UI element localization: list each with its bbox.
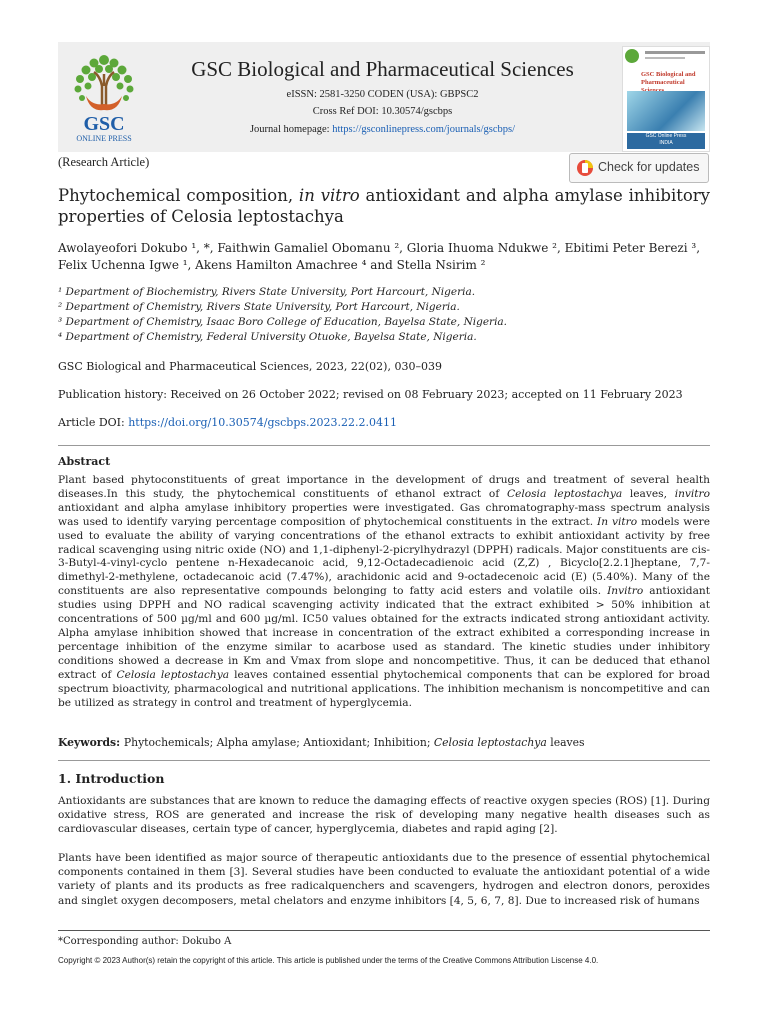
gsc-logo xyxy=(66,46,142,146)
affiliation: ³ Department of Chemistry, Isaac Boro College of Education, Bayelsa State, Nigeria. xyxy=(58,316,508,328)
tree-logo-icon xyxy=(66,46,142,146)
abstract-italic: Celosia leptostachya xyxy=(116,668,230,681)
keywords-tail: leaves xyxy=(546,736,585,749)
cover-image xyxy=(627,91,705,131)
journal-title: GSC Biological and Pharmaceutical Sciences xyxy=(191,57,574,81)
logo-text: GSC xyxy=(83,113,125,135)
logo-subtext: ONLINE PRESS xyxy=(76,134,132,143)
crossmark-icon xyxy=(576,158,594,178)
abstract-span: Plant based phytoconstituents of great importance in the development of drugs and treatment of several health diseases.In this study, the phytochemical constituents of ethanol extract of xyxy=(58,474,710,500)
abstract-text xyxy=(58,474,710,710)
doi-label: Article DOI: xyxy=(58,416,129,429)
keywords-label: Keywords: xyxy=(58,736,124,749)
citation: GSC Biological and Pharmaceutical Sciences, 2023, 22(02), 030–039 xyxy=(58,360,442,373)
check-for-updates-label: Check for updates xyxy=(598,160,700,174)
cover-footer-line: GSC Online Press xyxy=(645,133,687,139)
homepage-label: Journal homepage: xyxy=(249,124,333,135)
abstract-span: antioxidant studies using DPPH and NO radical scavenging activity indicated that the extract exhibited > 50% inhibition at concentrations of 500 µg/ml and 600 µg/ml. IC50 values obtained for the extracts indicated strong antioxidant activity. Alpha amylase inhibition showed that increase in concentration of the extract exhibited a corresponding increase in percentage inhibition of the enzyme similar to acarbose used as standard. The kinetic studies under inhibitory conditions showed a decrease in Km and Vmax from slope and noncompetitive. Thus, it can be deduced that ethanol extract of xyxy=(58,585,710,681)
issn-line: eISSN: 2581-3250 CODEN (USA): GBPSC2 xyxy=(286,89,479,100)
keywords-text: Phytochemicals; Alpha amylase; Antioxidant; Inhibition; xyxy=(123,736,434,749)
abstract-span: leaves, xyxy=(622,487,675,500)
abstract-span: models were used to evaluate the ability of varying concentrations of the ethanol extracts to exhibit antioxidant activity by free radical scavenging using nitric oxide (NO) and 1,1-diphenyl-2-picrylhydrazyl (DPPH) radicals. Major constituents are cis-3-Butyl-4-vinyl-cyclo pentene n-Hexadecanoic acid, 9,12-Octadecadienoic acid (Z,Z) , Bicyclo[2.2.1]heptane, 7,7-dimethyl-2-methylene, octadecanoic acid (7.47%), arachidonic acid and 9-octadecenoic acid (E) (5.40%). Many of the constituents are also representative compounds belonging to fatty acid esters and volatile oils. xyxy=(58,515,710,598)
intro-paragraph-1: Antioxidants are substances that are known to reduce the damaging effects of reactive oxygen species (ROS) [1]. During oxidative stress, ROS are generated and increase the risk of developing many negative health diseases such as cardiovascular diseases, certain type of cancer, hyperglycemia, diabetes and rapid aging [2]. xyxy=(58,795,710,836)
article-type: (Research Article) xyxy=(58,155,150,169)
cover-logo-icon xyxy=(625,49,639,63)
title-italic: in vitro xyxy=(298,186,360,205)
publication-history: Publication history: Received on 26 October 2022; revised on 08 February 2023; accepted on 11 February 2023 xyxy=(58,388,683,401)
abstract-italic: Invitro xyxy=(607,585,644,598)
author-line: Awolayeofori Dokubo ¹, *, Faithwin Gamaliel Obomanu ², Gloria Ihuoma Ndukwe ², Ebitimi Peter Berezi ³, xyxy=(58,241,701,255)
article-doi xyxy=(58,416,710,429)
cover-footer-line: INDIA xyxy=(659,140,673,146)
journal-cover-thumbnail xyxy=(622,46,710,152)
abstract-italic: In vitro xyxy=(597,515,638,528)
abstract-heading: Abstract xyxy=(58,455,111,468)
divider xyxy=(58,760,710,761)
copyright-notice: Copyright © 2023 Author(s) retain the copyright of this article. This article is published under the terms of the Creative Commons Attribution Liscense 4.0. xyxy=(58,956,599,965)
abstract-italic: invitro xyxy=(674,487,710,500)
author-list xyxy=(58,240,710,274)
corresponding-author: *Corresponding author: Dokubo A xyxy=(58,936,232,947)
journal-homepage-line xyxy=(150,124,615,135)
title-part: antioxidant and alpha amylase inhibitory properties of Celosia leptostachya xyxy=(58,186,710,226)
cover-rule xyxy=(645,51,705,54)
footnote-rule xyxy=(58,930,710,931)
check-for-updates-button[interactable] xyxy=(569,153,709,183)
crossref-doi-line: Cross Ref DOI: 10.30574/gscbps xyxy=(312,106,453,117)
cover-title: GSC Biological and Pharmaceutical xyxy=(641,71,696,86)
abstract-span: antioxidant and alpha amylase inhibitory properties were investigated. Gas chromatography-mass spectrum analysis was used to identify varying percentage composition of phytochemical constituents in the extract. xyxy=(58,501,710,528)
affiliation: ² Department of Chemistry, Rivers State University, Port Harcourt, Nigeria. xyxy=(58,301,460,313)
abstract-italic: Celosia leptostachya xyxy=(506,487,623,500)
title-part: Phytochemical composition, xyxy=(58,186,299,205)
cover-rule xyxy=(645,57,685,59)
keywords xyxy=(58,736,710,749)
author-line: Felix Uchenna Igwe ¹, Akens Hamilton Amachree ⁴ and Stella Nsirim ² xyxy=(58,258,486,272)
abstract-span: leaves contained essential phytochemical components that can be explored for broad spectrum bioactivity, pharmacological and nutritional applications. The inhibition mechanism is noncompetitive and can be utilized as strategy in control and treatment of hyperglycemia. xyxy=(58,668,711,709)
cover-footer xyxy=(627,133,705,149)
paper-title xyxy=(58,185,710,227)
keywords-italic: Celosia leptostachya xyxy=(433,736,547,749)
homepage-link[interactable]: https://gsconlinepress.com/journals/gscbps/ xyxy=(332,124,516,135)
affiliation: ⁴ Department of Chemistry, Federal University Otuoke, Bayelsa State, Nigeria. xyxy=(58,331,477,343)
divider xyxy=(58,445,710,446)
introduction-heading: 1. Introduction xyxy=(58,771,165,786)
doi-link[interactable]: https://doi.org/10.30574/gscbps.2023.22.2.0411 xyxy=(128,416,397,429)
affiliation: ¹ Department of Biochemistry, Rivers State University, Port Harcourt, Nigeria. xyxy=(58,286,476,298)
intro-paragraph-2: Plants have been identified as major source of therapeutic antioxidants due to the presence of essential phytochemical components contained in them [3]. Several studies have been conducted to evaluate the antioxidant potential of a wide variety of plants and its products as free radicalquenchers and scavengers, hydrogen and electron donors, peroxides and singlet oxygen decomposers, metal chelators and enzyme inhibitors [4, 5, 6, 7, 8]. Due to increased risk of humans xyxy=(58,852,710,907)
